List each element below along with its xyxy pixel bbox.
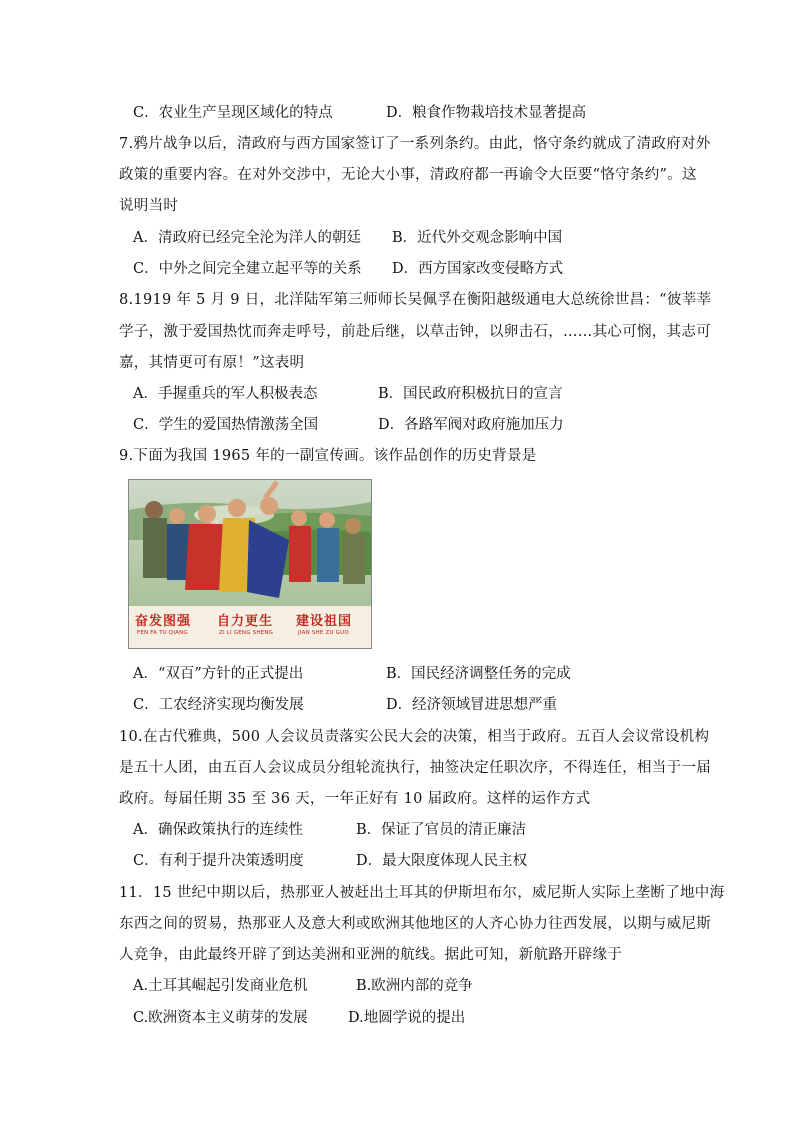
q6-option-d[interactable]: D．粮食作物栽培技术显著提高 [386, 105, 587, 121]
q10-stem-line-1: 10.在古代雅典，500 人会议员责落实公民大会的决策，相当于政府。五百人会议常设机构 [119, 729, 710, 745]
propaganda-poster-image [128, 479, 372, 649]
q11-option-d[interactable]: D.地圆学说的提出 [348, 1010, 466, 1026]
q6-option-c[interactable]: C．农业生产呈现区域化的特点 [133, 105, 333, 121]
poster-pinyin-3: JIAN SHE ZU GUO [298, 630, 349, 636]
q11-option-a[interactable]: A.土耳其崛起引发商业危机 [133, 978, 308, 994]
q8-stem-line-1: 8.1919 年 5 月 9 日，北洋陆军第三师师长吴佩孚在衡阳越级通电大总统徐世昌：“彼莘莘 [119, 292, 712, 308]
q11-stem-line-1: 11．15 世纪中期以后，热那亚人被赶出土耳其的伊斯坦布尔，威尼斯人实际上垄断了地中海 [119, 885, 725, 901]
q8-option-a[interactable]: A．手握重兵的军人积极表态 [133, 386, 318, 402]
q11-option-c[interactable]: C.欧洲资本主义萌芽的发展 [133, 1010, 308, 1026]
q10-option-c[interactable]: C．有利于提升决策透明度 [133, 853, 304, 869]
q7-option-b[interactable]: B．近代外交观念影响中国 [392, 230, 563, 246]
q10-option-b[interactable]: B．保证了官员的清正廉洁 [356, 822, 527, 838]
q7-option-a[interactable]: A．清政府已经完全沦为洋人的朝廷 [133, 230, 361, 246]
poster-pinyin-1: FEN FA TU QIANG [137, 630, 188, 636]
q9-option-b[interactable]: B．国民经济调整任务的完成 [386, 666, 571, 682]
q10-stem-line-3: 政府。每届任期 35 至 36 天，一年正好有 10 届政府。这样的运作方式 [119, 791, 591, 807]
q9-option-c[interactable]: C．工农经济实现均衡发展 [133, 697, 304, 713]
poster-slogan-1: 奋发图强 [135, 614, 192, 629]
q8-option-b[interactable]: B．国民政府积极抗日的宣言 [378, 386, 563, 402]
q10-stem-line-2: 是五十人团，由五百人会议成员分组轮流执行，抽签决定任职次序，不得连任，相当于一届 [119, 760, 711, 776]
q8-option-d[interactable]: D．各路军阀对政府施加压力 [378, 417, 564, 433]
poster-slogan-3: 建设祖国 [296, 614, 353, 629]
q11-stem-line-3: 人竞争，由此最终开辟了到达美洲和亚洲的航线。据此可知，新航路开辟缘于 [119, 947, 623, 963]
q8-stem-line-2: 学子，激于爱国热忱而奔走呼号，前赴后继，以草击钟，以卵击石，……其心可悯，其志可 [119, 324, 711, 340]
poster-illustration [129, 480, 371, 606]
poster-caption [129, 606, 371, 648]
q11-option-b[interactable]: B.欧洲内部的竞争 [356, 978, 473, 994]
q8-stem-line-3: 嘉，其情更可有原！”这表明 [119, 355, 305, 371]
q11-stem-line-2: 东西之间的贸易，热那亚人及意大利或欧洲其他地区的人齐心协力往西发展，以期与威尼斯 [119, 916, 711, 932]
q7-option-c[interactable]: C．中外之间完全建立起平等的关系 [133, 261, 362, 277]
q9-option-a[interactable]: A．“双百”方针的正式提出 [133, 666, 304, 682]
poster-pinyin-2: ZI LI GENG SHENG [219, 630, 274, 636]
poster-slogan-2: 自力更生 [217, 614, 274, 629]
q7-stem-line-3: 说明当时 [119, 198, 179, 214]
q7-stem-line-2: 政策的重要内容。在对外交涉中，无论大小事，清政府都一再谕令大臣要“恪守条约”。这 [119, 167, 697, 183]
q10-option-a[interactable]: A．确保政策执行的连续性 [133, 822, 303, 838]
q8-option-c[interactable]: C．学生的爱国热情激荡全国 [133, 417, 319, 433]
q10-option-d[interactable]: D．最大限度体现人民主权 [356, 853, 528, 869]
q9-option-d[interactable]: D．经济领域冒进思想严重 [386, 697, 558, 713]
q7-stem-line-1: 7.鸦片战争以后，清政府与西方国家签订了一系列条约。由此，恪守条约就成了清政府对外 [119, 136, 711, 152]
q7-option-d[interactable]: D．西方国家改变侵略方式 [392, 261, 564, 277]
q9-stem-line-1: 9.下面为我国 1965 年的一副宣传画。该作品创作的历史背景是 [119, 448, 537, 464]
